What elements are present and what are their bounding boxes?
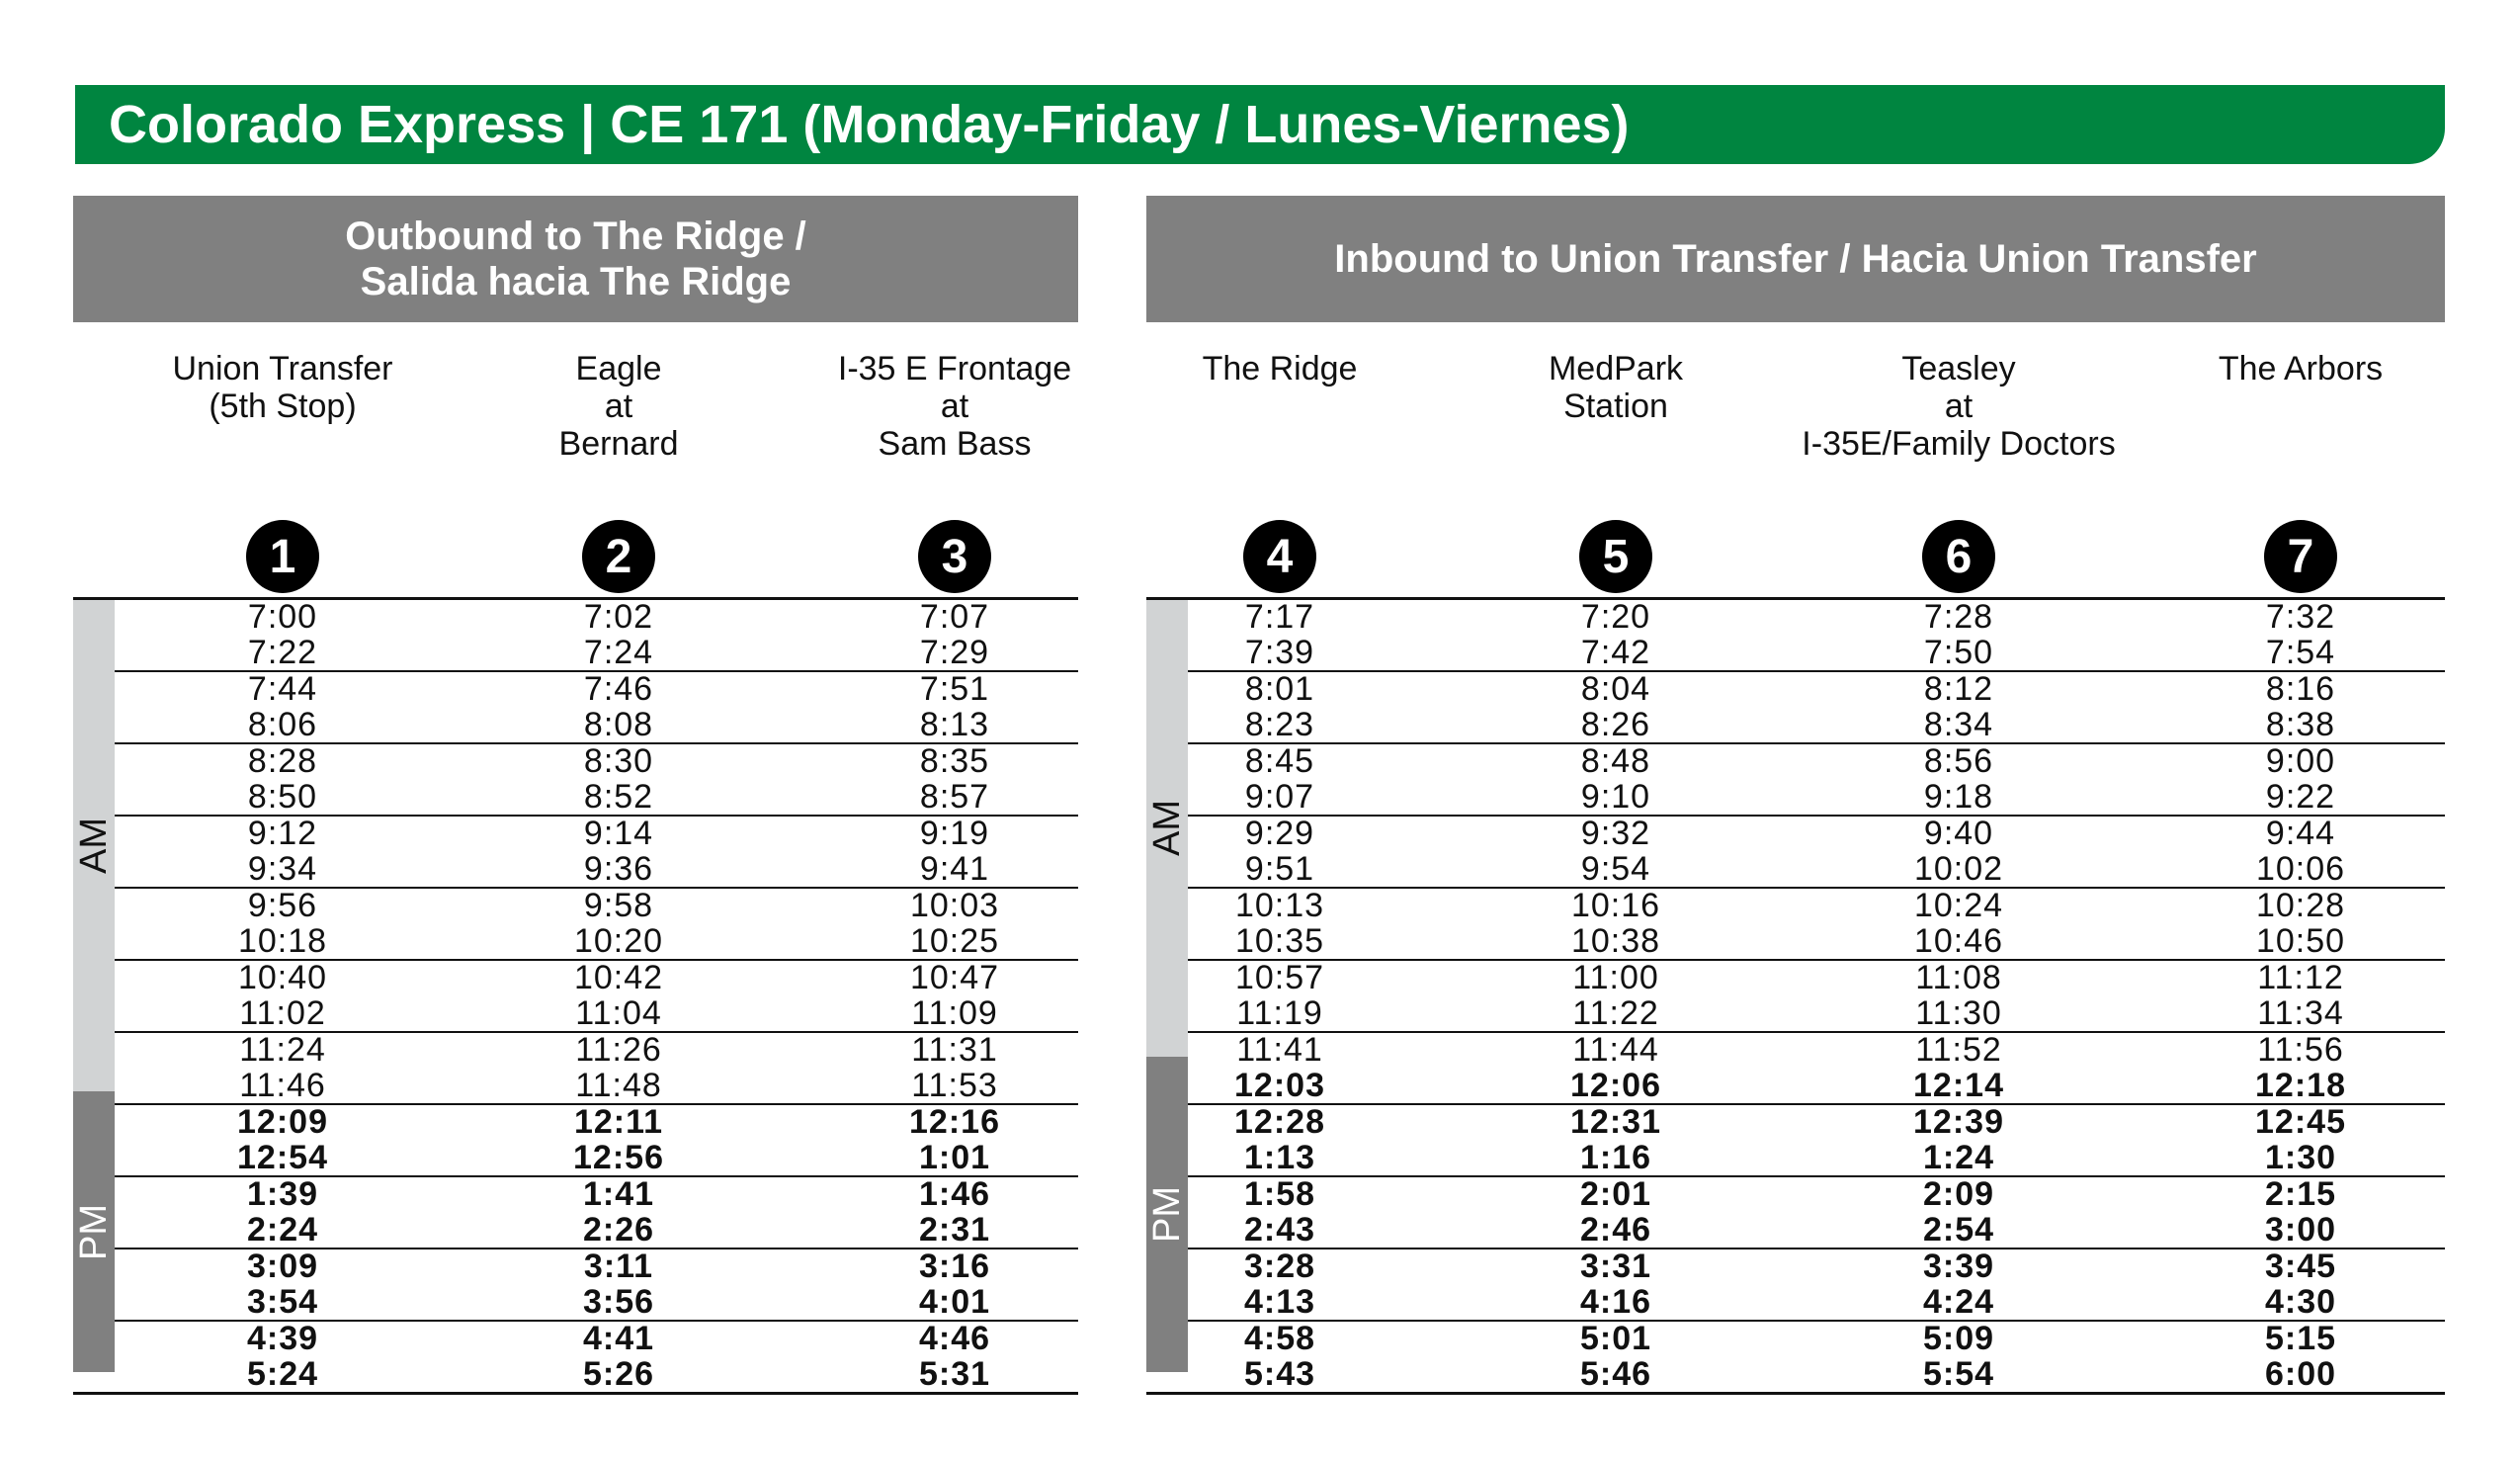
table-row — [1188, 1138, 2445, 1176]
row-group — [115, 817, 1078, 889]
pm-label: PM — [72, 1203, 115, 1260]
time-cell: 11:09 — [911, 993, 998, 1032]
time-cell: 1:39 — [246, 1175, 319, 1213]
time-cell: 8:13 — [919, 705, 990, 743]
time-cell: 12:14 — [1913, 1066, 2004, 1104]
time-cell: 11:52 — [1915, 1031, 2002, 1069]
time-cell: 9:10 — [1580, 777, 1651, 816]
row-group — [1188, 600, 2445, 672]
time-cell: 2:54 — [1922, 1210, 1995, 1249]
stop-name-line: at — [1944, 388, 1974, 425]
table-row — [115, 1066, 1078, 1104]
time-cell: 12:45 — [2255, 1103, 2346, 1141]
time-cell: 8:35 — [919, 742, 990, 780]
table-row — [1188, 1322, 2445, 1357]
stop-4 — [1102, 322, 1458, 599]
time-cell: 7:28 — [1923, 598, 1994, 636]
time-cell: 4:41 — [582, 1320, 655, 1357]
time-cell: 9:18 — [1923, 777, 1994, 816]
table-row — [115, 817, 1078, 852]
time-cell: 4:39 — [246, 1320, 319, 1357]
outbound-panel — [72, 196, 1078, 1393]
time-cell: 6:00 — [2264, 1354, 2337, 1393]
time-cell: 10:24 — [1913, 887, 2004, 924]
time-cell: 12:39 — [1913, 1103, 2004, 1141]
table-row — [115, 1282, 1078, 1321]
time-cell: 9:07 — [1244, 777, 1315, 816]
time-cell: 7:00 — [247, 598, 318, 636]
schedule-title-bar — [75, 85, 2445, 164]
time-cell: 10:42 — [573, 959, 664, 996]
time-cell: 2:01 — [1579, 1175, 1652, 1213]
time-cell: 3:31 — [1579, 1248, 1652, 1285]
stop-name-line: MedPark — [1548, 350, 1684, 388]
table-row — [115, 1322, 1078, 1357]
outbound-stops — [73, 322, 1078, 599]
time-cell: 9:12 — [247, 815, 318, 852]
stop-name — [173, 322, 393, 520]
time-cell: 5:24 — [246, 1354, 319, 1393]
stop-name-line: I-35 E Frontage — [837, 350, 1072, 388]
time-cell: 1:46 — [918, 1175, 991, 1213]
time-cell: 9:22 — [2265, 777, 2336, 816]
time-cell: 5:01 — [1579, 1320, 1652, 1357]
time-cell: 1:16 — [1579, 1138, 1652, 1176]
stop-name-line: Teasley — [1901, 350, 2016, 388]
am-band — [73, 600, 115, 1091]
time-cell: 4:58 — [1243, 1320, 1316, 1357]
stop-6 — [1781, 322, 2137, 599]
time-cell: 11:48 — [575, 1066, 662, 1104]
row-group — [115, 1249, 1078, 1322]
stop-number-badge: 6 — [1922, 520, 1995, 593]
time-cell: 10:38 — [1570, 921, 1661, 960]
time-cell: 4:13 — [1243, 1282, 1316, 1321]
time-cell: 11:08 — [1915, 959, 2002, 996]
time-cell: 8:26 — [1580, 705, 1651, 743]
time-cell: 7:50 — [1923, 633, 1994, 671]
time-cell: 8:34 — [1923, 705, 1994, 743]
time-cell: 11:31 — [911, 1031, 998, 1069]
time-cell: 11:44 — [1572, 1031, 1659, 1069]
time-cell: 11:56 — [2257, 1031, 2344, 1069]
time-cell: 1:01 — [918, 1138, 991, 1176]
table-row — [1188, 1354, 2445, 1393]
time-cell: 12:09 — [237, 1103, 328, 1141]
row-group — [1188, 1105, 2445, 1177]
time-cell: 10:18 — [237, 921, 328, 960]
time-cell: 3:45 — [2264, 1248, 2337, 1285]
stop-name-line: Bernard — [558, 425, 679, 463]
table-row — [115, 672, 1078, 708]
time-cell: 12:28 — [1234, 1103, 1325, 1141]
row-group — [1188, 1322, 2445, 1392]
inbound-panel — [1145, 196, 2445, 1393]
stop-name-line: The Arbors — [2218, 350, 2384, 388]
row-group — [1188, 889, 2445, 961]
stop-name-line: at — [940, 388, 969, 425]
time-cell: 8:16 — [2265, 670, 2336, 708]
table-row — [1188, 961, 2445, 996]
table-row — [1188, 1177, 2445, 1213]
row-group — [115, 600, 1078, 672]
time-cell: 4:30 — [2264, 1282, 2337, 1321]
table-row — [115, 1138, 1078, 1176]
outbound-header-line1: Outbound to The Ridge / — [345, 215, 806, 258]
time-cell: 1:58 — [1243, 1175, 1316, 1213]
time-cell: 4:16 — [1579, 1282, 1652, 1321]
time-cell: 12:56 — [573, 1138, 664, 1176]
time-cell: 7:17 — [1244, 598, 1315, 636]
time-cell: 9:36 — [583, 849, 654, 888]
time-cell: 9:19 — [919, 815, 990, 852]
table-row — [115, 777, 1078, 816]
time-cell: 7:29 — [919, 633, 990, 671]
time-cell: 3:56 — [582, 1282, 655, 1321]
time-cell: 7:44 — [247, 670, 318, 708]
row-group — [1188, 744, 2445, 817]
table-row — [115, 849, 1078, 888]
stop-name-line: Union Transfer — [172, 350, 393, 388]
time-cell: 8:06 — [247, 705, 318, 743]
time-cell: 11:04 — [575, 993, 662, 1032]
time-cell: 3:11 — [583, 1248, 654, 1285]
time-cell: 7:51 — [919, 670, 990, 708]
time-cell: 9:14 — [583, 815, 654, 852]
table-row — [115, 705, 1078, 743]
row-group — [1188, 1177, 2445, 1249]
time-cell: 8:30 — [583, 742, 654, 780]
row-group — [115, 744, 1078, 817]
time-cell: 3:28 — [1243, 1248, 1316, 1285]
time-cell: 11:02 — [239, 993, 326, 1032]
table-row — [115, 633, 1078, 671]
time-cell: 7:32 — [2265, 598, 2336, 636]
time-cell: 7:07 — [919, 598, 990, 636]
row-group — [1188, 961, 2445, 1033]
time-cell: 9:40 — [1923, 815, 1994, 852]
time-cell: 3:39 — [1922, 1248, 1995, 1285]
inbound-stops — [1146, 322, 2445, 599]
time-cell: 10:28 — [2255, 887, 2346, 924]
time-cell: 2:15 — [2264, 1175, 2337, 1213]
time-cell: 5:15 — [2264, 1320, 2337, 1357]
table-row — [1188, 1033, 2445, 1069]
time-cell: 3:54 — [246, 1282, 319, 1321]
timetable-rows — [1188, 600, 2445, 1392]
time-cell: 11:00 — [1572, 959, 1659, 996]
time-cell: 12:54 — [237, 1138, 328, 1176]
stop-7 — [2123, 322, 2478, 599]
time-cell: 11:41 — [1236, 1031, 1323, 1069]
time-cell: 7:22 — [247, 633, 318, 671]
time-cell: 12:11 — [573, 1103, 664, 1141]
stop-number-badge: 2 — [582, 520, 655, 593]
table-row — [1188, 993, 2445, 1032]
time-cell: 4:24 — [1922, 1282, 1995, 1321]
time-cell: 10:20 — [573, 921, 664, 960]
time-cell: 8:01 — [1244, 670, 1315, 708]
time-cell: 10:40 — [237, 959, 328, 996]
time-cell: 4:01 — [918, 1282, 991, 1321]
table-row — [1188, 705, 2445, 743]
time-cell: 4:46 — [918, 1320, 991, 1357]
table-row — [115, 1033, 1078, 1069]
table-row — [1188, 1282, 2445, 1321]
row-group — [115, 1105, 1078, 1177]
time-cell: 1:41 — [582, 1175, 655, 1213]
stop-name — [1549, 322, 1683, 520]
table-row — [1188, 1105, 2445, 1141]
stop-1 — [105, 322, 461, 599]
table-row — [1188, 849, 2445, 888]
table-row — [1188, 600, 2445, 636]
table-row — [1188, 1210, 2445, 1249]
stop-name — [2219, 322, 2383, 520]
stop-2 — [441, 322, 797, 599]
time-cell: 1:24 — [1922, 1138, 1995, 1176]
table-row — [115, 961, 1078, 996]
time-cell: 10:16 — [1570, 887, 1661, 924]
row-group — [115, 961, 1078, 1033]
table-row — [1188, 1249, 2445, 1285]
time-cell: 11:22 — [1572, 993, 1659, 1032]
time-cell: 7:24 — [583, 633, 654, 671]
time-cell: 8:57 — [919, 777, 990, 816]
time-cell: 2:31 — [918, 1210, 991, 1249]
time-cell: 3:09 — [246, 1248, 319, 1285]
time-cell: 12:06 — [1570, 1066, 1661, 1104]
time-cell: 8:38 — [2265, 705, 2336, 743]
time-cell: 5:54 — [1922, 1354, 1995, 1393]
stop-number-badge: 3 — [918, 520, 991, 593]
stop-name-line: Station — [1563, 388, 1668, 425]
time-cell: 11:53 — [911, 1066, 998, 1104]
am-label: AM — [1145, 800, 1188, 857]
time-cell: 9:44 — [2265, 815, 2336, 852]
time-cell: 12:16 — [909, 1103, 1000, 1141]
time-cell: 2:46 — [1579, 1210, 1652, 1249]
time-cell: 2:24 — [246, 1210, 319, 1249]
stop-number-badge: 1 — [246, 520, 319, 593]
time-cell: 10:50 — [2255, 921, 2346, 960]
time-cell: 11:46 — [239, 1066, 326, 1104]
timetable-rows — [115, 600, 1078, 1392]
time-cell: 11:12 — [2257, 959, 2344, 996]
table-row — [115, 921, 1078, 960]
outbound-header-line2: Salida hacia The Ridge — [360, 260, 792, 303]
time-cell: 12:31 — [1570, 1103, 1661, 1141]
table-row — [1188, 744, 2445, 780]
time-cell: 9:54 — [1580, 849, 1651, 888]
stop-name — [1802, 322, 2115, 520]
stop-name-line: I-35E/Family Doctors — [1802, 425, 2116, 463]
time-cell: 2:09 — [1922, 1175, 1995, 1213]
time-cell: 10:46 — [1913, 921, 2004, 960]
time-cell: 11:30 — [1915, 993, 2002, 1032]
table-row — [1188, 777, 2445, 816]
stop-name-line: Sam Bass — [878, 425, 1032, 463]
outbound-timetable — [73, 597, 1078, 1395]
table-row — [1188, 672, 2445, 708]
time-cell: 2:26 — [582, 1210, 655, 1249]
time-cell: 12:03 — [1234, 1066, 1325, 1104]
table-row — [1188, 889, 2445, 924]
row-group — [115, 1033, 1078, 1105]
stop-3 — [777, 322, 1133, 599]
stop-name-line: The Ridge — [1202, 350, 1358, 388]
stop-name-line: (5th Stop) — [209, 388, 357, 425]
inbound-timetable — [1146, 597, 2445, 1395]
time-cell: 7:20 — [1580, 598, 1651, 636]
time-cell: 8:56 — [1923, 742, 1994, 780]
pm-label: PM — [1145, 1185, 1188, 1243]
stop-name — [559, 322, 679, 520]
time-cell: 5:31 — [918, 1354, 991, 1393]
table-row — [1188, 633, 2445, 671]
time-cell: 12:18 — [2255, 1066, 2346, 1104]
table-row — [115, 1177, 1078, 1213]
schedule-title: Colorado Express | CE 171 (Monday-Friday / Lunes-Viernes) — [109, 95, 1630, 154]
time-cell: 9:00 — [2265, 742, 2336, 780]
table-row — [115, 1354, 1078, 1393]
stop-name-line: at — [604, 388, 633, 425]
time-cell: 10:25 — [909, 921, 1000, 960]
table-row — [115, 1105, 1078, 1141]
time-cell: 9:29 — [1244, 815, 1315, 852]
inbound-header — [1146, 196, 2445, 322]
row-group — [1188, 672, 2445, 744]
table-row — [115, 600, 1078, 636]
time-cell: 9:41 — [919, 849, 990, 888]
table-row — [115, 744, 1078, 780]
stop-5 — [1438, 322, 1794, 599]
time-cell: 1:30 — [2264, 1138, 2337, 1176]
time-cell: 10:13 — [1234, 887, 1325, 924]
row-group — [115, 889, 1078, 961]
time-cell: 7:39 — [1244, 633, 1315, 671]
table-row — [115, 889, 1078, 924]
row-group — [115, 1322, 1078, 1392]
time-cell: 8:08 — [583, 705, 654, 743]
time-cell: 3:00 — [2264, 1210, 2337, 1249]
table-row — [1188, 1066, 2445, 1104]
time-cell: 2:43 — [1243, 1210, 1316, 1249]
time-cell: 10:06 — [2255, 849, 2346, 888]
time-cell: 8:45 — [1244, 742, 1315, 780]
time-cell: 9:34 — [247, 849, 318, 888]
time-cell: 3:16 — [918, 1248, 991, 1285]
time-cell: 9:51 — [1244, 849, 1315, 888]
stop-name — [838, 322, 1071, 520]
time-cell: 8:23 — [1244, 705, 1315, 743]
row-group — [1188, 1033, 2445, 1105]
am-label: AM — [72, 818, 115, 874]
inbound-header-line1: Inbound to Union Transfer / Hacia Union Transfer — [1334, 237, 2257, 281]
time-cell: 1:13 — [1243, 1138, 1316, 1176]
time-cell: 10:57 — [1234, 959, 1325, 996]
time-cell: 10:47 — [909, 959, 1000, 996]
time-cell: 8:12 — [1923, 670, 1994, 708]
time-cell: 5:43 — [1243, 1354, 1316, 1393]
time-cell: 8:52 — [583, 777, 654, 816]
outbound-header — [73, 196, 1078, 322]
time-cell: 7:46 — [583, 670, 654, 708]
time-cell: 7:54 — [2265, 633, 2336, 671]
time-cell: 7:02 — [583, 598, 654, 636]
time-cell: 10:03 — [909, 887, 1000, 924]
row-group — [1188, 1249, 2445, 1322]
table-row — [115, 993, 1078, 1032]
time-cell: 11:26 — [575, 1031, 662, 1069]
time-cell: 8:50 — [247, 777, 318, 816]
time-cell: 8:04 — [1580, 670, 1651, 708]
time-cell: 11:19 — [1236, 993, 1323, 1032]
time-cell: 11:34 — [2257, 993, 2344, 1032]
table-row — [1188, 921, 2445, 960]
row-group — [115, 1177, 1078, 1249]
pm-band — [73, 1091, 115, 1372]
table-row — [115, 1249, 1078, 1285]
time-cell: 10:02 — [1913, 849, 2004, 888]
time-cell: 7:42 — [1580, 633, 1651, 671]
time-cell: 5:26 — [582, 1354, 655, 1393]
time-cell: 8:48 — [1580, 742, 1651, 780]
stop-number-badge: 4 — [1243, 520, 1316, 593]
time-cell: 9:56 — [247, 887, 318, 924]
time-cell: 8:28 — [247, 742, 318, 780]
stop-number-badge: 5 — [1579, 520, 1652, 593]
time-cell: 11:24 — [239, 1031, 326, 1069]
time-cell: 9:58 — [583, 887, 654, 924]
time-cell: 5:09 — [1922, 1320, 1995, 1357]
row-group — [115, 672, 1078, 744]
table-row — [1188, 817, 2445, 852]
row-group — [1188, 817, 2445, 889]
time-cell: 10:35 — [1234, 921, 1325, 960]
stop-name-line: Eagle — [575, 350, 662, 388]
table-row — [115, 1210, 1078, 1249]
stop-number-badge: 7 — [2264, 520, 2337, 593]
stop-name — [1203, 322, 1358, 520]
time-cell: 5:46 — [1579, 1354, 1652, 1393]
time-cell: 9:32 — [1580, 815, 1651, 852]
